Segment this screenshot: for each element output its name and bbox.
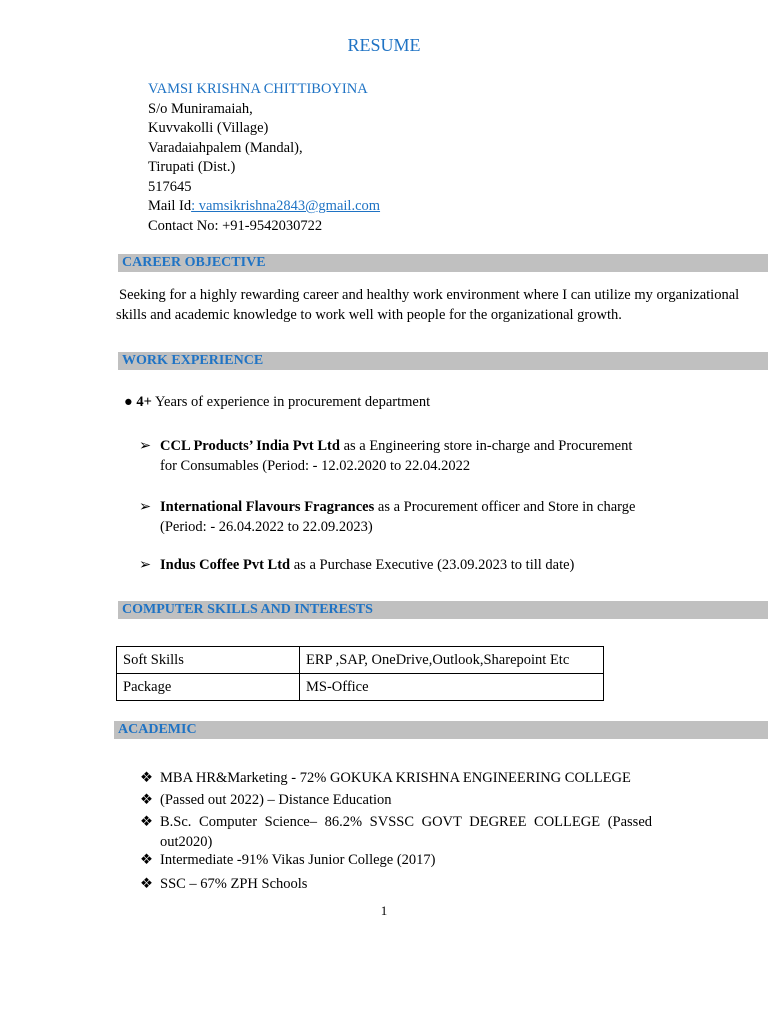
job-period: for Consumables (Period: - 12.02.2020 to 22.04.2022: [160, 457, 471, 474]
job-item: [139, 498, 659, 537]
skills-value-cell: ERP ,SAP, OneDrive,Outlook,Sharepoint Etc: [300, 647, 604, 674]
skills-label-cell: Package: [117, 674, 300, 701]
section-header-work-experience: WORK EXPERIENCE: [118, 352, 768, 370]
page-number: 1: [380, 903, 388, 918]
email-link[interactable]: : vamsikrishna2843@gmail.com: [191, 198, 381, 214]
objective-line: Seeking for a highly rewarding career and healthy work environment where I can utilize my organizational: [119, 287, 740, 303]
experience-summary: [124, 393, 430, 413]
contact-block: [148, 80, 380, 236]
academic-item: [140, 875, 652, 895]
address-line: Tirupati (Dist.): [148, 159, 236, 175]
arrow-bullet-icon: ➢: [139, 499, 152, 515]
address-line: Kuvvakolli (Village): [148, 120, 269, 136]
job-company: CCL Products’ India Pvt Ltd: [160, 438, 340, 454]
academic-text: SSC – 67% ZPH Schools: [160, 876, 308, 892]
skills-label-cell: Soft Skills: [117, 647, 300, 674]
job-role: as a Purchase Executive (23.09.2023 to till date): [290, 557, 575, 573]
job-role: as a Procurement officer and Store in charge: [374, 499, 636, 515]
academic-text: (Passed out 2022) – Distance Education: [160, 792, 392, 808]
contact-number: Contact No: +91-9542030722: [148, 217, 323, 234]
job-company: Indus Coffee Pvt Ltd: [160, 557, 291, 573]
job-period: (Period: - 26.04.2022 to 22.09.2023): [160, 518, 373, 535]
table-row: [117, 674, 604, 701]
section-header-academic: ACADEMIC: [114, 721, 768, 739]
candidate-name: VAMSI KRISHNA CHITTIBOYINA: [148, 81, 368, 97]
arrow-bullet-icon: ➢: [139, 438, 152, 454]
address-line: Varadaiahpalem (Mandal),: [148, 139, 303, 156]
address-line: S/o Muniramaiah,: [148, 100, 253, 117]
experience-years: 4+: [136, 394, 152, 410]
career-objective-text: [116, 286, 768, 325]
job-item: [139, 437, 659, 476]
academic-text: Intermediate -91% Vikas Junior College (2017): [160, 852, 436, 868]
section-header-computer-skills: COMPUTER SKILLS AND INTERESTS: [118, 601, 768, 619]
job-item: [139, 556, 659, 576]
mail-line: [148, 197, 380, 217]
job-company: International Flavours Fragrances: [160, 499, 375, 515]
academic-item: [140, 791, 652, 811]
academic-text: B.Sc. Computer Science– 86.2% SVSSC GOVT DEGREE COLLEGE (Passed out2020): [160, 814, 652, 850]
bullet-icon: ●: [124, 394, 133, 410]
diamond-bullet-icon: ❖: [140, 852, 153, 868]
academic-text: MBA HR&Marketing - 72% GOKUKA KRISHNA ENGINEERING COLLEGE: [160, 770, 631, 786]
diamond-bullet-icon: ❖: [140, 770, 153, 786]
address-pincode: 517645: [148, 178, 192, 195]
academic-item: [140, 769, 652, 789]
academic-item: [140, 813, 652, 852]
skills-value-cell: MS-Office: [300, 674, 604, 701]
arrow-bullet-icon: ➢: [139, 557, 152, 573]
table-row: [117, 647, 604, 674]
skills-table: [116, 646, 604, 701]
diamond-bullet-icon: ❖: [140, 792, 153, 808]
diamond-bullet-icon: ❖: [140, 814, 153, 830]
objective-line: skills and academic knowledge to work well with people for the organizational growth.: [116, 306, 622, 323]
resume-title: RESUME: [347, 35, 421, 55]
mail-label: Mail Id: [148, 198, 192, 214]
diamond-bullet-icon: ❖: [140, 876, 153, 892]
job-role: as a Engineering store in-charge and Procurement: [339, 438, 633, 454]
academic-item: [140, 851, 652, 871]
experience-summary-text: Years of experience in procurement department: [151, 394, 431, 410]
section-header-career-objective: CAREER OBJECTIVE: [118, 254, 768, 272]
